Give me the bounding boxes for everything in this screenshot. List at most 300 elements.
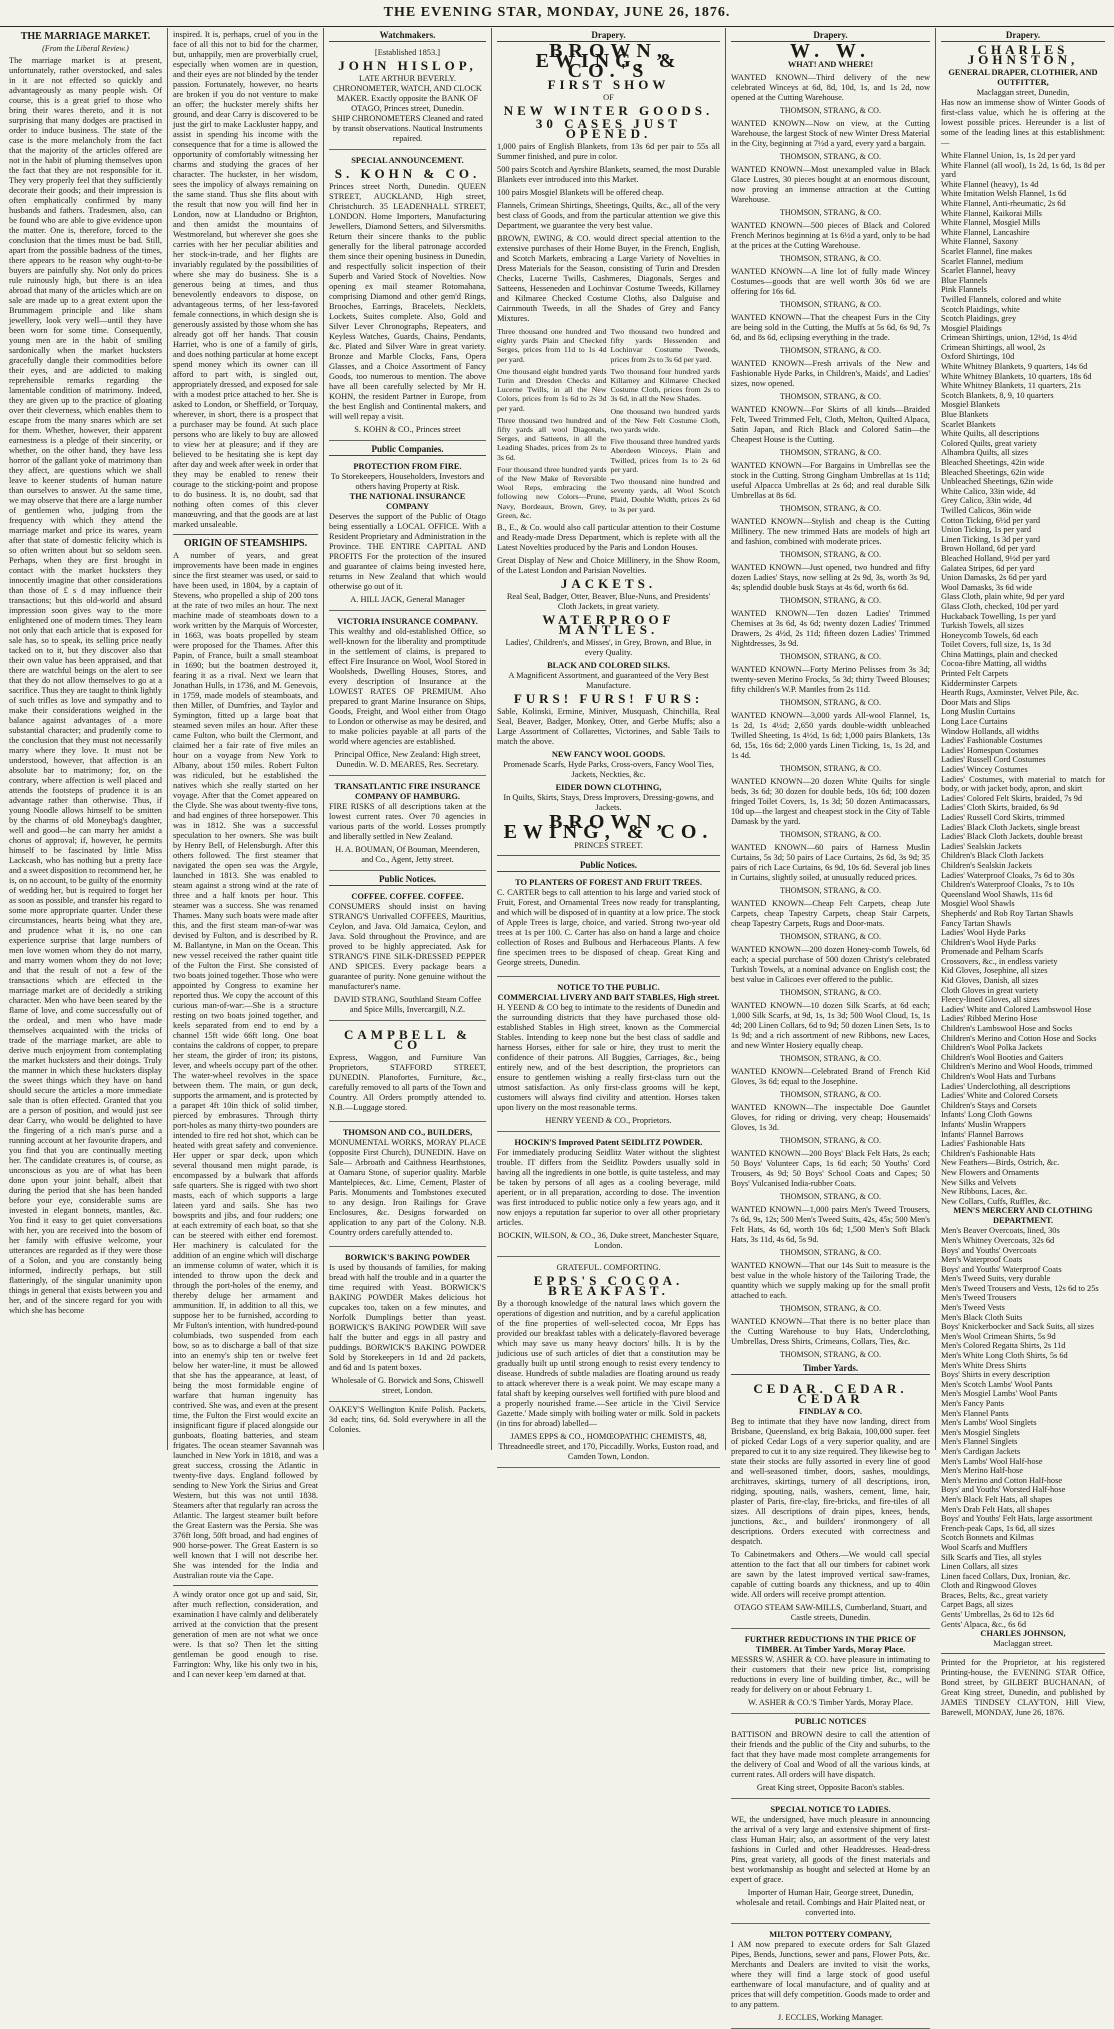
ad-milton <box>731 1927 930 2029</box>
wanted-item: WANTED KNOWN—3,000 yards All-wool Flannel, 1s, 1s 2d, 1s 4½d; 2,650 yards double-width unbleached Twilled Sheeting, 1s 4½d, 1s 6d; 1,000 pairs Blankets, 13s 6d, 15s, 16s 6d; 2,000 yards Linen Ticking, 1s, 1s 2d, and 1s 4d. <box>731 711 930 760</box>
list-item: Men's Waterproof Coats <box>941 1255 1023 1265</box>
ad-jackets-title: JACKETS. <box>560 576 657 592</box>
list-item: White Flannel, Kaikorai Mills <box>941 208 1042 218</box>
ad-livery-body: H. YEEND & CO beg to intimate to the residents of Dunedin and the surrounding districts that they have purchased those old-established Stables in High street, known as the Commercial Stables. Intending to keep none but the best class of saddle and harness Horses, either for sale or hire, they trust to merit the confidence of their patrons. All Buggies, Carriages, &c., being entirely new, and of the best description, the proprietors can ensure to gentlemen wishing a really first-class turn out the utmost satisfaction. As only first-class grooms will be kept, customers will always find civility and attention. Horses taken upon livery on the most reasonable terms. <box>497 1003 720 1113</box>
ad-fancy-body: Promenade Scarfs, Hyde Parks, Cross-overs, Fancy Wool Ties, Jackets, Neckties, &c. <box>503 760 714 780</box>
list-item: Ladies' Underclothing, all descriptions <box>941 1081 1071 1091</box>
goods-list <box>941 151 1105 1206</box>
column-thomson-strang <box>726 28 936 2022</box>
wanted-firm: THOMSON, STRANG, & CO. <box>780 1304 881 1313</box>
list-item: Children's Wool Booties and Gaiters <box>941 1052 1064 1062</box>
ad-transatlantic-sig: H. A. BOUMAN, Of Bouman, Meenderen, and Co., Agent, Jetty street. <box>335 845 480 864</box>
wanted-list <box>731 73 930 1360</box>
ad-transatlantic-name: TRANSATLANTIC FIRE INSURANCE COMPANY OF HAMBURG. <box>334 782 481 801</box>
list-item: Oxford Shirtings, 10d <box>941 352 1015 362</box>
wanted-firm: THOMSON, STRANG, & CO. <box>780 1090 881 1099</box>
ad-goods-left <box>497 327 607 523</box>
list-item: Ladies' White and Colored Corsets <box>941 1091 1058 1101</box>
list-item: Men's White Dress Shirts <box>941 1360 1027 1370</box>
list-item: Wool Scarfs and Mufflers <box>941 1542 1028 1552</box>
wanted-firm: THOMSON, STRANG, & CO. <box>780 208 881 217</box>
ad-furs-title: FURS! FURS! FURS: <box>513 691 704 707</box>
list-item: Ladies' Cloth Skirts, braided, 6s 9d <box>941 803 1059 813</box>
ad-reduction: FURTHER REDUCTIONS IN THE PRICE OF TIMBER. At Timber Yards, Moray Place. <box>744 1635 917 1654</box>
ad-transatlantic <box>329 779 486 871</box>
goods-item: One thousand two hundred yards of the New Felt Costume Cloth, two yards wide. <box>610 406 720 435</box>
wanted-firm: THOMSON, STRANG, & CO. <box>780 698 881 707</box>
list-item: Twilled Calicos, 36in wide <box>941 505 1032 515</box>
list-item: White Flannel, Mosgiel Mills <box>941 218 1041 228</box>
wanted-item: WANTED KNOWN—Celebrated Brand of French Kid Gloves, 3s 6d; equal to the Josephine. <box>731 1067 930 1086</box>
section-public-notices: PUBLIC NOTICES <box>794 1717 867 1726</box>
list-item: Children's Wool Polka Jackets <box>941 1043 1043 1053</box>
list-item: Crossovers, &c., in endless variety <box>941 956 1058 966</box>
article-body: The marriage market is at present, unfortunately, rather overstocked, and sales in it are not effected so quickly and advantageously as many people wish. Of course, this is a great grief to those who bring their wares thereto, and it is not surprising that many dodges are practised in order to induce business. The state of the case is the more melancholy from the fact that the majority of the articles offered are not in the habit of pluming themselves upon the fact that they are not responsible for it. They very properly feel that they sufficiently decorate their goods; and their impression is often emphatically confirmed by many husbands and fathers. Tradesmen, also, can be found who are able to give evidence upon the matter. One is, therefore, forced to the conclusion that the times must be bad. Still, apart from the possible badness of the times, there appears to be reason why ought-to-be buyers are painfully shy. Not only do prices rule ruinously high, but there is an idea abroad that many of the articles which are on sale are made up to a great extent upon the Brummagem principle and like sham jewellery, look very well—until they have been worn for some time. Consequently, young men are in the habit of smiling sardonically when the market hucksters gracefully dangle their commodities before their eyes, and are addicted to making reprehensible remarks regarding the lamentable condition of matrimony. Indeed, they are given up to the practice of gloating over their cleverness, which enables them to escape from the many snares which are set for them. Whether, however, their apparent earnestness is a pledge of their sincerity, or whether, on the other hand, they have less horror of the gallant yoke of matrimony than they affect, are questions which we shall leave to keener students of human nature than ourselves to answer. At the same time, we may observe that there are a large number of gentlemen who, judging from the frequency with which they attend the marriage market and price its wares, yearn after that state of domestic felicity which is so often written about but so seldom seen. Perhaps, when they are first brought in contact with the market hucksters they innocently imagine that other considerations than those of £ s d may influence their transactions; but this old-world and absurd impression soon gives way to the more enlightened one of modern times. They learn not only that each article that is exposed for sale has, so to speak, its selling price neatly tacked on to it, but they discover also that their own value has been appraised, and that there are watchful beings on the alert to see that they do not allow themselves to go at a sacrifice. Thus they are taught to think lightly of such trifles as love and sympathy and to make their considerations weighed in the balance against advantages of a more substantial character; and prudently come to the conclusion that they must not necessarily marry where they love. It must not be understood, however, that affection is an absolute bar to matrimony; for, on the contrary, where affection is well placed and attends the footsteps of prudence it is an advantage rather than otherwise. Thus, if young Noodle allows himself to be smitten by the charms of old Moneybag's daughter, well and good—he can marry her amidst a chorus of approval; if, however, he permits himself to be fascinated by little Miss Lackcash, who has nothing but a pretty face and a sweet disposition to recommend her, he is, on no account, to be guilty of the enormity of wedding her, but is required to forget her as soon as possible, and transfer his regard to some more appropriate quarter. Under these circumstances, hearts being what they are, and prudence what it is, no one can experience surprise that large numbers of men love women whom they do not marry, and marry women whom they do not love; and that the result of not a few of the transactions which are effected in the marriage market are of decidedly a striking character. Men who have been seared by the flame of love, and come successfully out of the ordeal, and men who have made themselves acquainted with the tricks of trade of the marriage market, are able to derive much enjoyment from contemplating the market hucksters and their doings. Truly the manner in which these hucksters display the sweet things which they have on hand should secure the articles a more immediate sale than is often effected. Granted that you are a person of position, and would just see dear Carry, who would be delighted to have the fingering of a rich man's purse and a running account at her favourite drapers, and you find that you are continually meeting her. The candidate creatures is, of course, as unconscious as you are of what has been done upon your joint behalf, albeit that during the period that she has been handed before your eye, considerable sums are invested in elegant bonnets, mantles, &c. You find it easy to get quiet conversations with her, you are received into the bosom of her family with effusive welcome, your utterances are regarded as if they were those of a Solon, and you are constantly being informed, indirectly perhaps, but still flatteringly, of the singular unanimity upon things in general that exists between you and her, and of the sincere regard for you with which she has become <box>9 56 162 1315</box>
ad-special: SPECIAL ANNOUNCEMENT. <box>351 156 464 165</box>
list-item: Men's Mosgiel Singlets <box>941 1427 1020 1437</box>
goods-item: Two thousand two hundred and fifty yards Hessenden and Lochinvar Costume Tweeds, prices from 2s to 3s 6d per yard. <box>610 327 720 364</box>
list-item: White Whitney Blankets, 11 quarters, 21s <box>941 381 1081 391</box>
list-item: Scotch Plaidings, grey <box>941 314 1017 324</box>
list-item: White Imitation Welsh Flannel, 1s 6d <box>941 189 1067 199</box>
list-item: Ladies' Colored Felt Skirts, braided, 7s 9d <box>941 793 1083 803</box>
list-item: Infants' Flannel Barrows <box>941 1129 1024 1139</box>
wanted-item: WANTED KNOWN—500 pieces of Black and Colored French Merinos beginning at 1s 6½d a yard, only to be had at the prices at the Cutting Warehouse. <box>731 221 930 250</box>
list-item: Men's White Long Cloth Shirts, 5s 6d <box>941 1351 1068 1361</box>
ad-thomson-builders <box>329 1125 486 1247</box>
list-item: Men's Tweed Trousers and Vests, 12s 6d to 25s <box>941 1283 1099 1293</box>
list-item: Kid Gloves, Danish, all sizes <box>941 976 1039 986</box>
wanted-firm: THOMSON, STRANG, & CO. <box>780 1350 881 1359</box>
list-item: Mosgiel Plaidings <box>941 323 1002 333</box>
list-item: White Flannel (heavy), 1s 4d <box>941 179 1039 189</box>
wanted-firm: THOMSON, STRANG, & CO. <box>780 988 881 997</box>
list-item: China Mattings, plain and checked <box>941 649 1058 659</box>
list-item: White Calico, 33in wide, 4d <box>941 486 1036 496</box>
divider <box>173 534 318 535</box>
wanted-firm: THOMSON, STRANG, & CO. <box>780 932 881 941</box>
wanted-item: WANTED KNOWN—That the cheapest Furs in the City are being sold in the Cutting, the Muffs at 5s 6d, 6s 9d, 7s 6d, and 8s 6d, eclipsing everything in the trade. <box>731 313 930 342</box>
ad-victoria-sig: Principal Office, New Zealand: High street, Dunedin. W. D. MEARES, Res. Secretary. <box>334 750 481 769</box>
list-item: Ladies' White and Colored Lambswool Hose <box>941 1004 1092 1014</box>
section-head-notices: Public Notices. <box>497 860 720 872</box>
wanted-item: WANTED KNOWN—10 dozen Silk Scarfs, at 6d each; 1,000 Silk Scarfs, at 9d, 1s, 1s 3d; 500 Wool Cloud, 1s, 1s 4d; 200 Linen Collars, 6d to 9d; 50 dozen Linen Sets, 1s to 1s 9d; and a rich assortment of new Ribbons, new Laces, and new Winter Hosiery equally cheap. <box>731 1001 930 1050</box>
section-head-companies: Public Companies. <box>329 444 486 456</box>
list-item: Ladies' Costumes, with material to match for body, or with jacket body, apron, and skirt <box>941 774 1105 794</box>
ad-campbell-body: Express, Waggon, and Furniture Van Proprietors, STAFFORD STREET, DUNEDIN. Planofortes, Furniture, &c., carefully removed to all parts of the Town and Country. All Orders promptly attended to. N.B.—Luggage stored. <box>329 1053 486 1112</box>
list-item: Children's Wool Hats and Turbans <box>941 1072 1056 1081</box>
list-item: Blue Flannels <box>941 275 988 285</box>
list-item: White Flannel, Anti-rheumatic, 2s 6d <box>941 198 1066 208</box>
list-item: Infants' Muslin Wrappers <box>941 1119 1026 1129</box>
wanted-item: WANTED KNOWN—For Bargains in Umbrellas see the stock in the Cutting. Strong Gingham Umbrellas at 1s 11d; useful Alpacca Umbrellas at 2s 6d; and real durable Silk Umbrellas at 8s 6d. <box>731 461 930 500</box>
mens-list <box>941 1226 1105 1629</box>
list-item: Men's Scotch Lambs' Wool Pants <box>941 1379 1053 1389</box>
ad-ladies-sig: Importer of Human Hair, George street, Dunedin, wholesale and retail. Combings and Hair Plaited neat, or converted into. <box>735 1888 926 1917</box>
list-item: Mosgiel Wool Shawls <box>941 899 1015 909</box>
ad-hislop-late: LATE ARTHUR BEVERLY. <box>359 74 456 83</box>
list-item: Silk Scarfs and Ties, all styles <box>941 1552 1042 1562</box>
list-item: Children's Wool Hyde Parks <box>941 937 1036 947</box>
ad-borwick-name: BORWICK'S BAKING POWDER <box>345 1253 470 1262</box>
ad-eider-title: EIDER DOWN CLOTHING, <box>555 783 662 793</box>
list-item: Union Damasks, 2s 6d per yard <box>941 573 1047 583</box>
wanted-firm: THOMSON, STRANG, & CO. <box>780 1136 881 1145</box>
ad-goods-right <box>611 327 721 523</box>
list-item: White Flannel Union, 1s, 1s 2d per yard <box>941 151 1076 160</box>
list-item: Scotch Blankets, 8, 9, 10 quarters <box>941 390 1054 400</box>
ad-oakey: OAKEY'S Wellington Knife Polish. Packets, 3d each; tins, 6d. Sold everywhere in all the Colonies. <box>329 1405 486 1434</box>
goods-item: Four thousand three hundred yards of the New Make of Reversible Wool Reps, embracing the following new Colors—Prune, Navy, Bordeaux, Brown, Grey, Green, &c. <box>497 464 607 520</box>
list-item: New Feathers—Birds, Ostrich, &c. <box>941 1158 1060 1168</box>
ad-first-show: FIRST SHOW <box>547 77 670 92</box>
ad-what-where: WHAT! AND WHERE! <box>787 60 874 69</box>
ad-milton-body: I AM now prepared to execute orders for Salt Glazed Pipes, Bends, Junctions, sewer and pans, Flower Pots, &c. Merchants and Dealers are invited to visit the works, where they will find a large stock of good useful earthenware of local manufacture, and of quality and at prices that will defy competition. Goods made to order and to any pattern. <box>731 1940 930 2009</box>
wanted-item: WANTED KNOWN—200 Boys' Black Felt Hats, 2s each; 50 Boys' Volunteer Caps, 1s 6d each; 50 Youths' Cord Trousers, 4s 9d; 50 Boys' School Coats and Capes; 50 Boys' Vulcanised India-rubber Coats. <box>731 1149 930 1188</box>
ad-hislop-name: JOHN HISLOP, <box>338 58 477 73</box>
ad-national <box>329 459 486 611</box>
column-advertisements-1 <box>324 28 492 1450</box>
wanted-firm: THOMSON, STRANG, & CO. <box>780 886 881 895</box>
list-item: Promenade and Pelham Scarfs <box>941 947 1044 957</box>
ad-epps <box>497 1260 720 1468</box>
wanted-firm: THOMSON, STRANG, & CO. <box>780 106 881 115</box>
goods-item: Five thousand three hundred yards Aberdeen Winceys, Plain and Twilled, prices from 1s to 2s 6d per yard. <box>610 437 720 474</box>
list-item: Scarlet Blankets <box>941 419 996 429</box>
ad-para: Great Display of New and Choice Millinery, in the Show Room, of the Latest London and Parisian Novelties. <box>497 556 720 576</box>
list-item: Men's Colored Regatta Shirts, 2s 11d <box>941 1341 1066 1351</box>
list-item: Long Lace Curtains <box>941 717 1008 727</box>
list-item: Colored Quilts, great variety <box>941 438 1037 448</box>
list-item: Boys' and Youths' Felt Hats, large assortment <box>941 1514 1093 1524</box>
list-item: Men's Merino Half-hose <box>941 1466 1023 1476</box>
list-item: Galatea Stripes, 6d per yard <box>941 563 1035 573</box>
list-item: Huckaback Towelling, 1s per yard <box>941 611 1056 621</box>
wanted-firm: THOMSON, STRANG, & CO. <box>780 1192 881 1201</box>
list-item: Twilled Flannels, colored and white <box>941 294 1062 304</box>
wanted-firm: THOMSON, STRANG, & CO. <box>780 764 881 773</box>
list-item: Boys' Shirts in every description <box>941 1370 1050 1380</box>
column-charles-johnson <box>936 28 1110 1718</box>
ad-national-name: THE NATIONAL INSURANCE COMPANY <box>349 492 466 511</box>
ad-victoria-name: VICTORIA INSURANCE COMPANY. <box>337 617 478 626</box>
list-item: Bleached Sheetings, 62in wide <box>941 467 1045 477</box>
article-source: (From the Liberal Review.) <box>42 44 129 53</box>
wanted-item: WANTED KNOWN—Stylish and cheap is the Cutting Millinery. The new trimmed Hats are models of high art and fashion, combined with moderate prices. <box>731 517 930 546</box>
ad-signature: CHARLES JOHNSON, <box>980 1629 1066 1639</box>
ad-hislop-ships: SHIP CHRONOMETERS Cleaned and rated by transit observations. Nautical Instruments repaired. <box>332 114 483 143</box>
list-item: Infants' Long Cloth Gowns <box>941 1110 1033 1120</box>
list-item: Children's Stays and Corsets <box>941 1100 1037 1110</box>
wanted-item: WANTED KNOWN—Just opened, two hundred and fifty dozen Ladies' Stays, now selling at 2s 9d, 3s, worth 3s 9d, 4s; splendid double busk Stays at 4s 6d, worth 6s 6d. <box>731 563 930 592</box>
ad-para: 1,000 pairs of English Blankets, from 13s 6d per pair to 55s all Summer finished, and pure in color. <box>497 142 720 161</box>
ad-jackets-body: Real Seal, Badger, Otter, Beaver, Blue-Nuns, and Presidents' Cloth Jackets, in great variety. <box>506 592 711 612</box>
list-item: Shepherds' and Rob Roy Tartan Shawls <box>941 908 1074 918</box>
section-head-notices: Public Notices. <box>329 874 486 886</box>
column-drapery-brown-ewing <box>492 28 726 1462</box>
list-item: Men's Black Felt Hats, all shapes <box>941 1494 1053 1504</box>
ad-borwick-body: Is used by thousands of families, for making bread with half the trouble and in a quarter the time required with Yeast. BORWICK'S BAKING POWDER Makes delicious hot cupcakes too, taken on a few minutes, and Norfolk Dumplings better than yeast. BORWICK'S BAKING POWDER Will save half the butter and eggs in all pastry and puddings. BORWICK'S BAKING POWDER Sold by Storekeepers in 1d and 2d packets, and 6d and 1s patent boxes. <box>329 1263 486 1372</box>
wanted-item: WANTED KNOWN—60 pairs of Harness Muslin Curtains, 5s 3d; 50 pairs of Lace Curtains, 2s 6d, 3s 9d; 35 pairs of rich Lace Curtains, 6s 9d, 10s 6d. Several job lines in Curtains, slightly soiled, at unusually reduced prices. <box>731 843 930 882</box>
list-item: Ladies' Black Cloth Jackets, single breast <box>941 822 1080 832</box>
ad-ladies-title: SPECIAL NOTICE TO LADIES. <box>770 1805 891 1814</box>
list-item: White Whitney Blankets, 10 quarters, 18s 6d <box>941 371 1092 381</box>
list-item: Children's Black Cloth Jackets <box>941 851 1044 861</box>
ad-national-sig: A. HILL JACK, General Manager <box>350 595 465 604</box>
ad-hislop <box>329 45 486 150</box>
list-item: Ladies' Wincey Costumes <box>941 765 1028 774</box>
list-item: Men's Lambs' Wool Half-hose <box>941 1456 1043 1466</box>
wanted-firm: THOMSON, STRANG, & CO. <box>780 448 881 457</box>
ad-signature-address: Maclaggan street. <box>993 1639 1053 1649</box>
list-item: Ladies' Russell Cord Skirts, trimmed <box>941 812 1065 822</box>
list-item: Children's Merino and Cotton Hose and Socks <box>941 1033 1097 1043</box>
list-item: White Flannel (all wool), 1s 2d, 1s 6d, 1s 8d per yard <box>941 160 1105 180</box>
ad-campbell <box>329 1024 486 1122</box>
wanted-firm: THOMSON, STRANG, & CO. <box>780 254 881 263</box>
section-head-timber: Timber Yards. <box>731 1363 930 1375</box>
ad-furs-body: Sable, Kolinski, Ermine, Miniver, Musquash, Chinchilla, Real Seal, Beaver, Badger, Monkey, Otter, and Gerbe Muffs; also a Large Assortment of Collarettes, Victorines, and Sable Tails to match the above. <box>497 707 720 747</box>
wanted-item: WANTED KNOWN—20 dozen White Quilts for single beds, 3s 6d; 30 dozen for double beds, 10s 6d; 100 dozen fringed Toilet Covers, 1s, 1s 3d; 50 dozen Antimacassars, 10d up—the largest and cheapest stock in the City of Table Damask by the yard. <box>731 777 930 826</box>
ad-hislop-body: CHRONOMETER, WATCH, AND CLOCK MAKER. Exactly opposite the BANK OF OTAGO, Princes street, Dunedin. <box>333 84 482 113</box>
list-item: Queensland Wool Shawls, 11s 6d <box>941 889 1053 899</box>
list-item: French-peak Caps, 1s 6d, all sizes <box>941 1523 1055 1533</box>
ad-epps-head: GRATEFUL. COMFORTING. <box>556 1263 661 1273</box>
list-item: Boys' Knickerbocker and Sack Suits, all sizes <box>941 1322 1094 1332</box>
ad-hockin-body: For immediately producing Seidlitz Water without the slightest trouble. IT differs from the Seidlitz Powders usually sold in having all the ingredients in one bottle, is quite tasteless, and may be taken by persons of all ages as a cooling beverage, mild aperient, or in all preparation, according to dose. The invention was first introduced to public notice only a few years ago, and it now enjoys a reputation far superior to over all other proprietary articles. <box>497 1148 720 1228</box>
ad-of: OF <box>603 93 614 102</box>
list-item: Men's Flannel Pants <box>941 1408 1009 1418</box>
ad-victoria-body: This wealthy and old-established Office, so well-known for the liberality and promptitude in the settlement of claims, is prepared to effect Fire Insurance on Wool, Wool Stored in Woolsheds, Dwelling Houses, Stores, and every description of Insurance at the LOWEST RATES OF PREMIUM. Also prepared to grant Marine Insurance on Ships, Goods, Freight, and Wool either from Otago to London or otherwise as may be desired, and to make policies payable at all parts of the world where agencies are established. <box>329 627 486 746</box>
wanted-firm: THOMSON, STRANG, & CO. <box>780 596 881 605</box>
list-item: Men's Wool Crimean Shirts, 5s 9d <box>941 1331 1056 1341</box>
list-item: Linen Ticking, 1s 3d per yard <box>941 534 1041 544</box>
newspaper-page <box>4 28 1110 2022</box>
ad-kohn <box>329 153 486 441</box>
list-item: Men's Lambs' Wool Singlets <box>941 1418 1037 1428</box>
ad-kohn-name: S. KOHN & CO. <box>334 166 481 181</box>
list-item: Scotch Plaidings, white <box>941 304 1020 314</box>
ad-hockin-sig: BOCKIN, WILSON, & CO., 36, Duke street, Manchester Square, London. <box>497 1231 720 1251</box>
list-item: New Flowers and Ornaments <box>941 1167 1039 1177</box>
ad-livery-title: COMMERCIAL LIVERY AND BAIT STABLES, High street. <box>497 993 720 1003</box>
wanted-item: WANTED KNOWN—Most unexampled value in Black Glace Lustres, 30 pieces bought at an enormous discount, now proving an immense attraction at the Cutting Warehouse. <box>731 165 930 204</box>
ad-thomson-name: THOMSON AND CO., BUILDERS, <box>342 1128 473 1137</box>
ad-planters-body: C. CARTER begs to call attention to his large and varied stock of Fruit, Forest, and Ornamental Trees now ready for transplanting, and which will be disposed of in quantity at a low price. The stock of Apple Trees is large, choice, and varied. Strong two-year old trees at 1s per 100. C. Carter has also on hand a large and choice collection of Roses and Bulbous and Herbaceous Plants. A few fine specimen trees to be disposed of cheap. Great King and George streets, Dunedin. <box>497 888 720 968</box>
list-item: Braces, Belts, &c., great variety <box>941 1590 1048 1600</box>
ad-coffee-title: COFFEE. COFFEE. COFFEE. <box>351 892 464 901</box>
list-item: Cocoa-fibre Matting, all widths <box>941 659 1047 669</box>
column-marriage-market <box>4 28 168 1450</box>
list-item: White Whitney Blankets, 9 quarters, 14s 6d <box>941 362 1088 372</box>
goods-item: One thousand eight hundred yards Turin and Dresden Checks and Lucerne Twills, in all the New Colors, prices from 1s 6d to 2s 3d per yard. <box>497 366 607 413</box>
ad-fire: PROTECTION FROM FIRE. <box>353 462 462 471</box>
article-continuation: inspired. It is, perhaps, cruel of you in the face of all this not to bid for the charmer, but, unhappily, men are proverbially cruel, especially when women are in question, and their eyes are not blinded by the tender passion. Fortunately, however, no hearts are broken if you do not venture to make an offer; the huckster merely shifts her ground, and dear Carry is discovered to be just the girl to make Lackluster happy, and assist in spending his income with the consequence that for a time is allowed the opportunity of comfortably witnessing her charms and studying the graces of her character. The huckster, in her wisdom, sees the impolicy of always remaining on the same stand. Thus she flits about with the result that now you will find her in London, now at Llandudno or Brighton, and then amidst the mountains of Westmoreland, but wherever she goes she carries with her her peculiar abilities and her stock-in-trade, and her flights are invariably regulated by the possibilities of where she may do business. She is a generous being at times, and thus benevolently endeavors to dispose, on advantageous terms, of her less-favored female connections, in which design she is generously assisted by those whom she has already got off her hands. That cousin Harriet, who is one of a family of girls, and does nothing particular at home except spend money which its owner can ill afford to part with, is singled out, appropriately dressed, and exposed for sale with a modest price attached to her. She is asked to London, or Sheffield, or Torquay, wherever, in short, there is a prospect that a purchaser may be found. At such place persons who are likely to buy are allowed to view her at pleasure; and if they are believed to be hesitating she is kept day after day and week after week in order that they may be enabled to renew their courage to the sticking-point and propose to do business. It is, no doubt, sad that nothing often comes of this clever manœuvring, and that the goods are at last marked unsaleable. <box>173 30 318 529</box>
wanted-item: WANTED KNOWN—A line lot of fully made Wincey Costumes—goods that are well worth 30s 6d we are offering for 16s 6d. <box>731 267 930 296</box>
list-item: Linen Collars, all sizes <box>941 1562 1018 1572</box>
list-item: Men's Merino and Cotton Half-hose <box>941 1475 1063 1485</box>
wanted-item: WANTED KNOWN—For Skirts of all kinds—Braided Felt, Tweed Trimmed Felt, Cloth, Melton, Quilted Alpaca, Satin Japan, and Rich Black and Colored Satin—the Cheapest House is the Cutting. <box>731 405 930 444</box>
list-item: Unbleached Sheetings, 62in wide <box>941 477 1054 487</box>
list-item: Scarlet Flannel, medium <box>941 256 1024 266</box>
ad-cedar: CEDAR. CEDAR. CEDAR <box>753 1381 908 1406</box>
ad-cases: 30 CASES JUST OPENED. <box>535 116 682 141</box>
ad-kohn-body: Princes street North, Dunedin. QUEEN STREET, AUCKLAND, High street, Christchurch. 35 LEADENHALL STREET, LONDON. Home Importers, Manufacturing Jewellers, Diamond Setters, and Silversmiths. Return their sincere thanks to the public generally for the liberal patronage accorded them since their opening business in Dunedin, and respectfully solicit inspection of their Superb and Varied Stock of Novelties. Now opening ex mail steamer Rotomahana, comprising Diamond and other gem'd Rings, Brooches, Earrings, Bracelets, Necklets, Lockets, Suites complete. Also, Gold and Silver Lever Chronographs, Repeaters, and Keyless Watches, Guards, Chains, Pendants, &c. Plated and Silver Ware in great variety. Bronze and Marble Clocks, Fans, Opera Glasses, and a Choice Assortment of Fancy Goods, too numerous to mention. The above have all been carefully selected by Mr H. KOHN, the resident Partner in Europe, from the best English and Continental makers, and will well repay a visit. <box>329 182 486 421</box>
goods-item: Three thousand two hundred and fifty yards all wool Diagonals, Serges, and Satteens, in all the Leading Shades, prices from 2s to 3s 6d. <box>497 415 607 462</box>
ad-cabinet: To Cabinetmakers and Others.—We would call special attention to the fact that all our timbers for cabinet work are sawn by the latest improved vertical saw-frames, capable of cutting boards any thickness, and up to 40in wide. All orders will receive prompt attention. <box>731 1550 930 1599</box>
wanted-item: WANTED KNOWN—Third delivery of the new celebrated Winceys at 6d, 8d, 10d, 1s, and 1s 2d, now opened at the Cutting Warehouse. <box>731 73 930 102</box>
list-item: New Collars, Cuffs, Ruffles, &c. <box>941 1196 1051 1206</box>
ad-silks-title: BLACK AND COLORED SILKS. <box>547 661 670 671</box>
ad-address: Maclaggan street, Dunedin, <box>976 88 1070 97</box>
list-item: Honeycomb Towels, 6d each <box>941 630 1038 640</box>
ad-national-body: Deserves the support of the Public of Otago being essentially a LOCAL OFFICE. With a Resident Proprietary and Administration in the Province. THE ENTIRE CAPITAL AND PROFITS For the protection of the insured and guarantee of claims being invested here, returns in New Zealand that which would otherwise go out of it. <box>329 512 486 591</box>
list-item: Men's Tweed Trousers <box>941 1293 1017 1303</box>
list-item: Men's Cardigan Jackets <box>941 1446 1021 1456</box>
list-item: Men's Black Cloth Suits <box>941 1312 1023 1322</box>
list-item: Long Muslin Curtains <box>941 707 1015 717</box>
ad-mantles-title: WATERPROOF MANTLES. <box>542 612 675 638</box>
ad-battison <box>731 1727 930 1799</box>
list-item: Crimean Shirtings, all wool, 2s <box>941 342 1046 352</box>
ad-cabinet-sig: OTAGO STEAM SAW-MILLS, Cumberland, Stuart, and Castle streets, Dunedin. <box>734 1603 927 1622</box>
list-item: Children's Waterproof Cloaks, 7s to 10s <box>941 880 1075 890</box>
list-item: Scarlet Flannel, heavy <box>941 266 1016 276</box>
ad-princes-street: PRINCES STREET. <box>574 841 643 851</box>
anecdote: A windy orator once got up and said, Sir, after much reflection, consideration, and examination I have calmly and deliberately arrived at the conviction that the present generation of men are not what we once were. Is that so? Then let the sitting gentleman be good enough to rise. Farrington: Why, like his only two in his, and I can never keep 'em darned at that. <box>173 1590 318 1679</box>
ad-para: Flannels, Crimean Shirtings, Sheetings, Quilts, &c., all of the very best class of Goods, and from the particular attention we give this Department, we guarantee the very best value. <box>497 201 720 230</box>
ad-fire-sub: To Storekeepers, Householders, Investors and others having Property at Risk. <box>330 472 485 491</box>
ad-asher-sig: W. ASHER & CO.'S Timber Yards, Moray Place. <box>748 1698 913 1707</box>
list-item: New Silks and Velvets <box>941 1177 1017 1187</box>
ad-milton-sig: J. ECCLES, Working Manager. <box>777 2013 884 2022</box>
wanted-firm: THOMSON, STRANG, & CO. <box>780 652 881 661</box>
list-item: Printed Felt Carpets <box>941 669 1008 679</box>
wanted-firm: THOMSON, STRANG, & CO. <box>780 392 881 401</box>
wanted-item: WANTED KNOWN—Now on view, at the Cutting Warehouse, the largest Stock of new Winter Dress Material in the City, beginning at 7½d a yard, every yard a bargain. <box>731 119 930 148</box>
list-item: Carpet Bags, all sizes <box>941 1600 1014 1610</box>
goods-item: Two thousand four hundred yards Killarney and Kilmaree Checked Costume Cloth, prices from 2s to 3s 6d, in all the New Shades. <box>610 366 720 404</box>
list-item: Ladies' Black Cloth Jackets, double breast <box>941 832 1083 842</box>
wanted-item: WANTED KNOWN—1,000 pairs Men's Tweed Trousers, 7s 6d, 9s, 12s; 500 Men's Tweed Suits, 42s, 45s; 500 Men's Felt Hats, 4s 6d, worth 10s 6d; 1,500 Men's Soft Black Hats, 3s 11d, 4s 6d, 5s 9d. <box>731 1205 930 1244</box>
ad-eider-body: In Quilts, Skirts, Stays, Dress Improvers, Dressing-gowns, and Jackets. <box>503 793 714 813</box>
list-item: Men's Fancy Pants <box>941 1399 1004 1408</box>
wanted-firm: THOMSON, STRANG, & CO. <box>780 346 881 355</box>
ad-epps-sig: JAMES EPPS & CO., HOMŒOPATHIC CHEMISTS, 48, Threadneedle street, and 170, Piccadilly. Works, Euston road, and Camden Town, London. <box>498 1432 719 1462</box>
ad-asher-body: MESSRS W. ASHER & CO. have pleasure in intimating to their customers that their new price list, comprising reductions in every line of building timber, &c., will be ready for delivery on or about February 1. <box>731 1655 930 1694</box>
divider <box>941 1653 1105 1654</box>
list-item: Window Hollands, all widths <box>941 726 1039 736</box>
wanted-firm: THOMSON, STRANG, & CO. <box>780 504 881 513</box>
ad-winter-goods: NEW WINTER GOODS. <box>503 103 714 118</box>
list-item: Boys' and Youths' Worsted Half-hose <box>941 1485 1066 1495</box>
section-head-drapery: Drapery. <box>941 30 1105 42</box>
ad-yeend <box>497 980 720 1132</box>
list-item: White Flannel, Lancashire <box>941 227 1030 237</box>
ad-fancy-title: NEW FANCY WOOL GOODS. <box>551 750 666 760</box>
list-item: Ladies' Russell Cord Costumes <box>941 755 1046 765</box>
list-item: Ladies' Waterproof Cloaks, 7s 6d to 30s <box>941 870 1075 880</box>
ad-para: B., E., & Co. would also call particular attention to their Costume and Ready-made Dress Department, which is replete with all the Latest Novelties produced by the Paris and London Houses. <box>497 523 720 553</box>
imprint: Printed for the Proprietor, at his registered Printing-house, the EVENING STAR Office, Bond street, by GILBERT BUCHANAN, of Great King street, Dunedin, and published by JAMES TINDSEY CLAYTON, Hill View, Barewell, MONDAY, June 26, 1876. <box>941 1658 1105 1718</box>
list-item: Toilet Covers, full size, 1s, 1s 3d <box>941 640 1051 650</box>
list-item: Kidderminster Carpets <box>941 678 1018 688</box>
wanted-item: WANTED KNOWN—200 dozen Honey-comb Towels, 6d each; a special purchase of 500 dozen Christy's celebrated Turkish Towels, at a nominal advance on English cost; the best value in Calicoes ever offered to the public. <box>731 945 930 984</box>
list-item: Brown Holland, 6d per yard <box>941 544 1036 554</box>
ad-mantles-body: Ladies', Children's, and Misses', in Grey, Brown, and Blue, in every Quality. <box>505 638 712 658</box>
list-item: Boys' and Youths' Waterproof Coats <box>941 1264 1062 1274</box>
ad-transatlantic-body: FIRE RISKS of all descriptions taken at the lowest current rates. Over 70 agencies in various parts of the world. Losses promptly and liberally settled in New Zealand. <box>329 802 486 841</box>
list-item: White Quilts, all descriptions <box>941 429 1040 439</box>
divider <box>497 855 720 856</box>
list-item: Pink Flannels <box>941 285 987 295</box>
ad-epps-body: By a thorough knowledge of the natural laws which govern the operations of digestion and nutrition, and by a careful application of the fine properties of well-selected cocoa, Mr Epps has provided our breakfast tables with a delicately-flavored beverage which may save us many heavy doctors' bills. It is by the judicious use of such articles of diet that a constitution may be gradually built up until strong enough to resist every tendency to disease. Hundreds of subtle maladies are floating around us ready to attack wherever there is a weak point. We may escape many a fatal shaft by keeping ourselves well fortified with pure blood and a properly nourished frame.—See article in the 'Civil Service Gazette.' Made simply with boiling water or milk. Sold in packets (in tins for abroad) labelled— <box>497 1299 720 1429</box>
ad-coffee-sig: DAVID STRANG, Southland Steam Coffee and Spice Mills, Invercargill, N.Z. <box>333 995 482 1014</box>
list-item: Wool Damasks, 3s 6d wide <box>941 582 1033 592</box>
ad-intro: Has now an immense show of Winter Goods of first-class value, which he is offering at the lowest possible prices. Hereunder is a list of some of the leading lines at this establishment:— <box>941 98 1105 147</box>
ad-planters-title: TO PLANTERS OF FOREST AND FRUIT TREES. <box>515 878 702 888</box>
list-item: Glass Cloth, plain white, 9d per yard <box>941 592 1065 602</box>
list-item: Turkish Towels, all sizes <box>941 621 1024 631</box>
wanted-item: WANTED KNOWN—Cheap Felt Carpets, cheap Jute Carpets, cheap Tapestry Carpets, cheap Stair Carpets, cheap Tapestry Carpets, Rugs and Door-mats. <box>731 899 930 928</box>
column-articles <box>168 28 324 1679</box>
ad-ww: W. W. <box>790 40 871 62</box>
list-item: Ladies' Sealskin Jackets <box>941 841 1022 851</box>
divider <box>173 1585 318 1586</box>
list-item: Children's Merino and Wool Hoods, trimmed <box>941 1062 1093 1072</box>
list-item: Children's Fashionable Hats <box>941 1148 1036 1158</box>
list-item: Ladies' Fashionable Hats <box>941 1139 1025 1149</box>
ad-general-draper: GENERAL DRAPER, CLOTHIER, AND OUTFITTER, <box>948 68 1098 87</box>
list-item: Kid Gloves, Josephine, all sizes <box>941 966 1048 976</box>
list-item: Door Mats and Slips <box>941 697 1011 707</box>
list-item: Children's Lambswool Hose and Socks <box>941 1024 1073 1034</box>
list-item: Glass Cloth, checked, 10d per yard <box>941 601 1059 611</box>
list-item: Scarlet Flannel, fine makes <box>941 246 1033 256</box>
section-head-drapery: Drapery. <box>497 30 720 42</box>
list-item: Men's Whitney Overcoats, 32s 6d <box>941 1235 1055 1245</box>
goods-item: Two thousand nine hundred and seventy yards, all Wool Scotch Plaid, Double Width, prices 2s 6d to 3s per yard. <box>610 477 720 514</box>
mens-dept-head: MEN'S MERCERY AND CLOTHING DEPARTMENT. <box>953 1206 1093 1226</box>
ad-epps-title: EPPS'S COCOA. BREAKFAST. <box>533 1273 684 1299</box>
wanted-item: WANTED KNOWN—That there is no better place than the Cutting Warehouse to buy Hats, Underclothing, Umbrellas, Dress Shirts, Crimeans, Collars, Ties, &c. <box>731 1317 930 1346</box>
list-item: Cloth and Ringwood Gloves <box>941 1581 1037 1591</box>
list-item: White Flannel, Saxony <box>941 237 1018 247</box>
list-item: Alhambra Quilts, all sizes <box>941 448 1028 458</box>
ad-campbell-name: CAMPBELL & CO <box>343 1027 472 1052</box>
list-item: Children's Sealskin Jackets <box>941 860 1032 870</box>
goods-item: Three thousand one hundred and eighty yards Plain and Checked Serges, prices from 11d to 1s 4d per yard. <box>497 327 607 364</box>
ad-hockin <box>497 1135 720 1257</box>
list-item: Ladies' Homespun Costumes <box>941 745 1039 755</box>
ad-para: BROWN, EWING, & CO. would direct special attention to the extensive purchases of their Home Buyer, in the French, English, and Scotch Markets, embracing a Large Variety of Novelties in Dress Materials for the Season, consisting of Turin and Dresden Checks, Lucerne Twills, Cashmeres, Diagonals, Serges and Satteens, Hesseneden and Lochinvar Costume Tweeds, Killarney and Kilmaree Checked Costume Cloths, also Dalguise and Cairnmouth Tweeds, in all the Shades of Grey and Fancy Mixtures. <box>497 234 720 323</box>
wanted-item: WANTED KNOWN—Ten dozen Ladies' Trimmed Chemises at 3s 6d, 4s 6d; twenty dozen Ladies' Trimmed Drawers, 2s 4½d, 2s 11d; fifteen dozen Ladies' Trimmed Nightdresses, 3s 9d. <box>731 609 930 648</box>
wanted-item: WANTED KNOWN—Fresh arrivals of the New and Fashionable Hyde Parks, in Children's, Maids', and Ladies' sizes, now opened. <box>731 359 930 388</box>
wanted-item: WANTED KNOWN—That our 14s Suit to measure is the best value in the whole history of the Tailoring Trade, the quantity which we supply making up for the small profit attached to each. <box>731 1261 930 1300</box>
list-item: Men's Tweed Suits, very durable <box>941 1274 1051 1284</box>
list-item: Grey Calico, 33in wide, 4d <box>941 496 1032 506</box>
masthead: THE EVENING STAR, MONDAY, JUNE 26, 1876. <box>0 0 1114 27</box>
ad-silks-body: A Magnificent Assortment, and guaranteed of the Very Best Manufacture. <box>508 671 709 691</box>
list-item: Bleached Holland, 9½d per yard <box>941 553 1050 563</box>
ad-hockin-title: HOCKIN'S Improved Patent SEIDLITZ POWDER. <box>514 1138 703 1148</box>
ad-battison-sig: Great King street, Opposite Bacon's stables. <box>756 1783 905 1792</box>
ad-asher <box>731 1632 930 1714</box>
list-item: Men's Tweed Vests <box>941 1303 1005 1313</box>
ad-kohn-sig: S. KOHN & CO., Princes street <box>354 425 461 434</box>
ad-thomson-body: MONUMENTAL WORKS, MORAY PLACE (opposite First Church), DUNEDIN. Have on Sale— Arbroath and Caithness Hearthstones, at Oamaru Stone, of superior quality. Marble Mantelpieces, &c. Lime, Cement, Plaster of Paris. Monuments and Tombstones executed to any design. Iron Railings for Grave Enclosures, &c. Designs forwarded on application to any part of the Colony. N.B. Country orders carefully attended to. <box>329 1138 486 1237</box>
wanted-firm: THOMSON, STRANG, & CO. <box>780 152 881 161</box>
